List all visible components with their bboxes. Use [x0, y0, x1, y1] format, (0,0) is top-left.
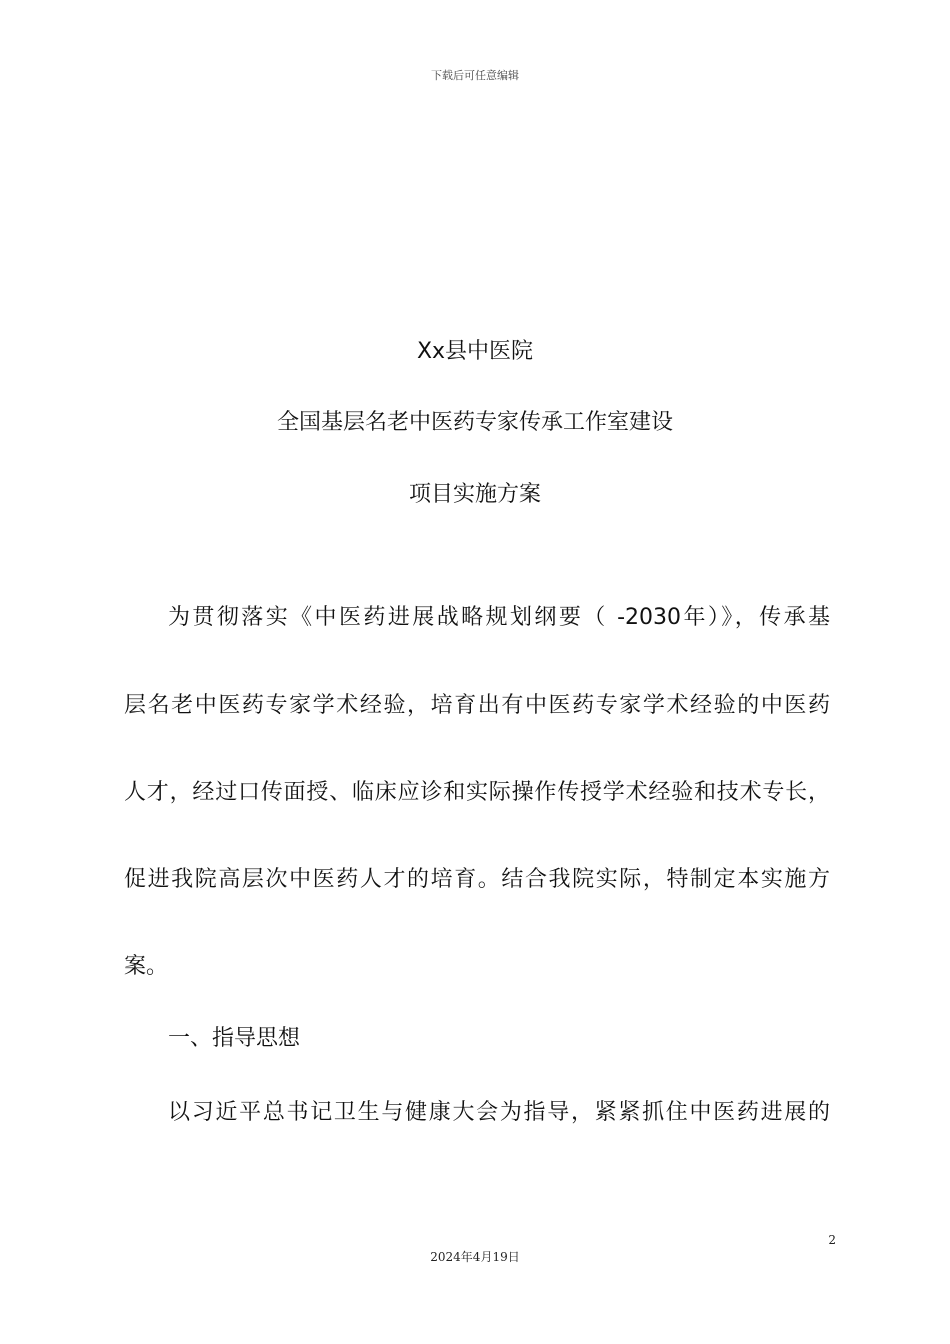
paragraph-1-line-5: 案。 [124, 954, 169, 979]
section-heading: 一、指导思想 [168, 1026, 301, 1051]
footer-date: 2024年4月19日 [430, 1250, 520, 1264]
header-note: 下载后可任意编辑 [431, 69, 519, 82]
paragraph-1-line-2: 层名老中医药专家学术经验，培育出有中医药专家学术经验的中医药 [124, 693, 830, 718]
document-title-hospital: Xx县中医院 [416, 339, 534, 364]
paragraph-1-line-4: 促进我院高层次中医药人才的培育。结合我院实际，特制定本实施方 [124, 867, 830, 892]
paragraph-1-line-1: 为贯彻落实《中医药进展战略规划纲要（ -2030年）》，传承基 [168, 605, 830, 630]
document-title-plan: 项目实施方案 [408, 482, 541, 507]
paragraph-1-line-3: 人才，经过口传面授、临床应诊和实际操作传授学术经验和技术专长， [124, 780, 830, 805]
page-number: 2 [828, 1233, 836, 1247]
document-title-project: 全国基层名老中医药专家传承工作室建设 [276, 410, 673, 435]
paragraph-2-line-1: 以习近平总书记卫生与健康大会为指导，紧紧抓住中医药进展的 [168, 1100, 830, 1125]
